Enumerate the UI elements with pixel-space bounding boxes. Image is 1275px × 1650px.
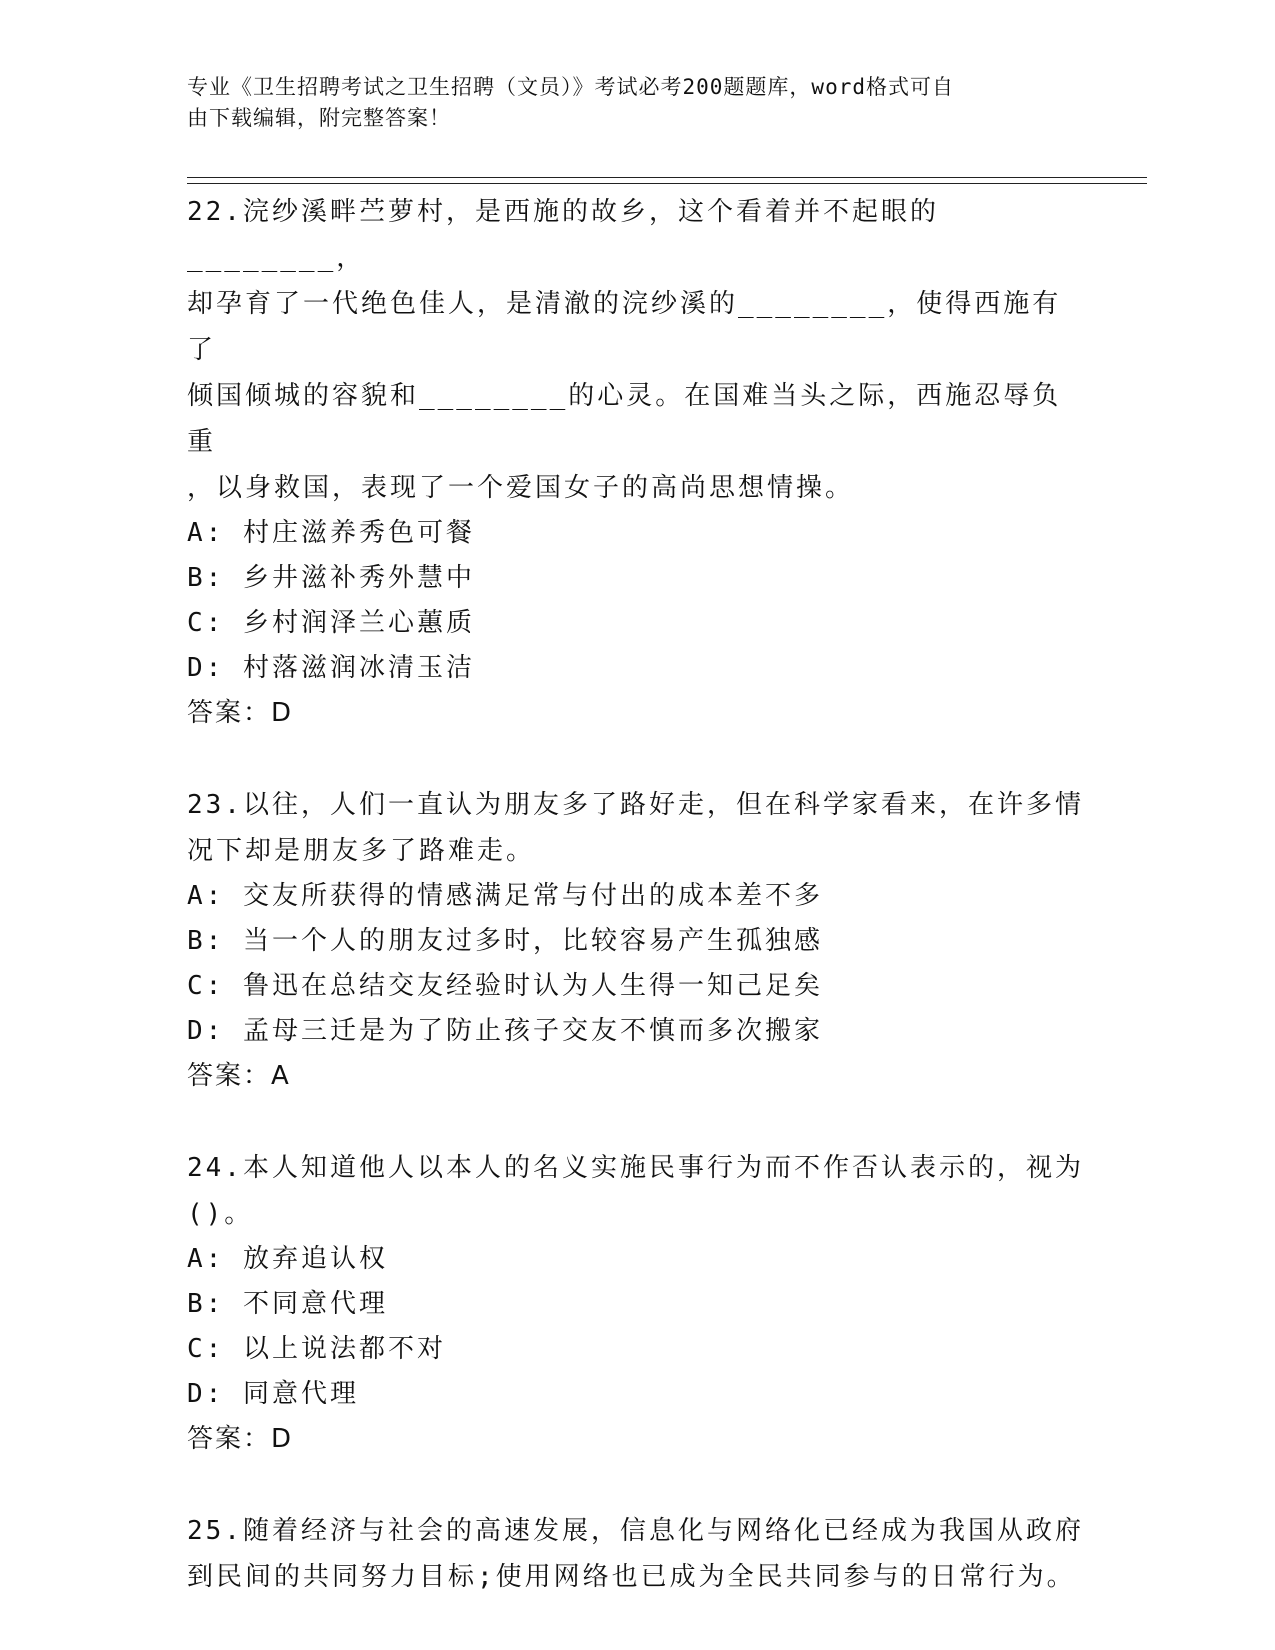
answer: 答案：D: [187, 698, 294, 728]
option-b: B: 当一个人的朋友过多时，比较容易产生孤独感: [187, 926, 823, 956]
header-title-line-2: 由下载编辑，附完整答案！: [187, 106, 451, 130]
question-25: [187, 1508, 1087, 1600]
header-title-line-1: 专业《卫生招聘考试之卫生招聘（文员）》考试必考200题题库，word格式可自: [187, 75, 954, 99]
question-text-line: 25.随着经济与社会的高速发展，信息化与网络化已经成为我国从政府: [187, 1516, 1084, 1546]
question-text-line: 倾国倾城的容貌和________的心灵。在国难当头之际，西施忍辱负重: [187, 381, 1062, 457]
question-text-line: 到民间的共同努力目标;使用网络也已成为全民共同参与的日常行为。: [187, 1562, 1076, 1592]
option-c: C: 鲁迅在总结交友经验时认为人生得一知己足矣: [187, 971, 823, 1001]
spacer: [187, 1462, 1087, 1508]
option-d: D: 村落滋润冰清玉洁: [187, 653, 475, 683]
question-text-line: ()。: [187, 1199, 254, 1229]
question-text-line: 24.本人知道他人以本人的名义实施民事行为而不作否认表示的，视为: [187, 1153, 1084, 1183]
question-list: [187, 189, 1087, 1600]
answer: 答案：A: [187, 1061, 291, 1091]
option-d: D: 同意代理: [187, 1379, 359, 1409]
question-24: [187, 1145, 1087, 1462]
option-c: C: 以上说法都不对: [187, 1334, 446, 1364]
option-a: A: 村庄滋养秀色可餐: [187, 518, 475, 548]
question-text-line: 况下却是朋友多了路难走。: [187, 836, 536, 866]
spacer: [187, 736, 1087, 782]
answer: 答案：D: [187, 1424, 294, 1454]
header-divider-bottom: [187, 183, 1147, 184]
question-text-line: 却孕育了一代绝色佳人，是清澈的浣纱溪的________，使得西施有了: [187, 289, 1062, 365]
document-header: [187, 72, 1067, 134]
question-text-line: 23.以往，人们一直认为朋友多了路好走，但在科学家看来，在许多情: [187, 790, 1084, 820]
option-a: A: 放弃追认权: [187, 1244, 388, 1274]
question-text-line: ，以身救国，表现了一个爱国女子的高尚思想情操。: [187, 473, 855, 503]
question-text-line: 22.浣纱溪畔苎萝村，是西施的故乡，这个看着并不起眼的________，: [187, 197, 939, 273]
question-23: [187, 782, 1087, 1099]
question-22: [187, 189, 1087, 736]
option-a: A: 交友所获得的情感满足常与付出的成本差不多: [187, 881, 823, 911]
option-c: C: 乡村润泽兰心蕙质: [187, 608, 475, 638]
header-divider-top: [187, 177, 1147, 178]
spacer: [187, 1099, 1087, 1145]
option-b: B: 不同意代理: [187, 1289, 388, 1319]
option-d: D: 孟母三迁是为了防止孩子交友不慎而多次搬家: [187, 1016, 823, 1046]
option-b: B: 乡井滋补秀外慧中: [187, 563, 475, 593]
